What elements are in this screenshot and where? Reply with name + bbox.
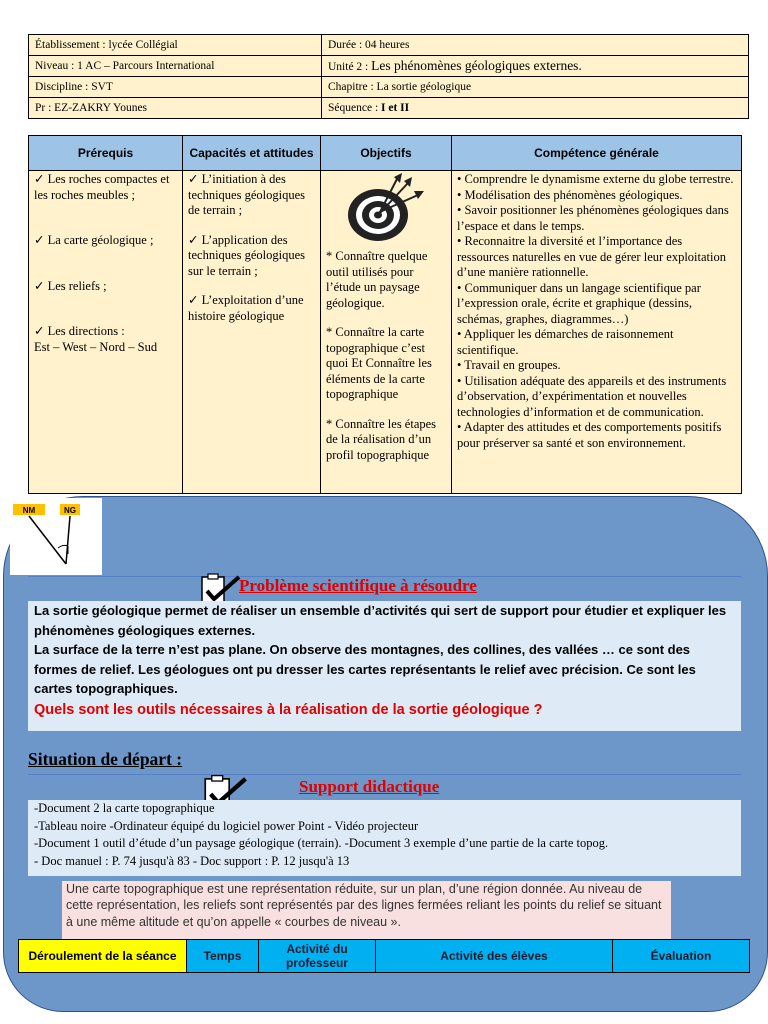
capacites-cell — [183, 171, 321, 494]
objectifs-cell — [321, 171, 452, 494]
sequence-value: I et II — [381, 102, 410, 114]
definition-box — [62, 881, 671, 944]
competence-item: • Comprendre le dynamisme externe du globe terrestre. — [457, 172, 734, 186]
duree-cell: Durée : 04 heures — [322, 35, 749, 56]
competence-item: • Travail en groupes. — [457, 358, 561, 372]
competence-item: • Modélisation des phénomènes géologiques. — [457, 187, 683, 202]
objectif-item: * Connaître la carte topographique c’est quoi Et Connaître les éléments de la carte topographique — [326, 325, 432, 401]
unite-title: Les phénomènes géologiques externes. — [371, 58, 582, 73]
ng-label: NG — [64, 506, 76, 515]
nm-label: NM — [22, 506, 36, 515]
support-line: -Tableau noire -Ordinateur équipé du logiciel power Point - Vidéo projecteur — [34, 818, 419, 833]
competence-item: • Appliquer les démarches de raisonnement scientifique. — [457, 327, 674, 357]
support-title: Support didactique — [299, 777, 440, 796]
header-info-table — [28, 34, 749, 119]
competence-item: • Utilisation adéquate des appareils et des instruments d’observation, d’expérimentation et nouvelles technologies d’information et de communication. — [457, 373, 727, 419]
header-temps: Temps — [187, 940, 259, 973]
prerequis-item: ✓ Les roches compactes et les roches meubles ; — [34, 172, 170, 202]
objectif-item: * Connaître les étapes de la réalisation d’un profil topographique — [326, 416, 437, 462]
objectives-table — [28, 135, 742, 494]
probleme-text: La sortie géologique permet de réaliser un ensemble d’activités qui sert de support pour étudier et expliquer les phénomènes géologiques externes. — [34, 603, 727, 638]
header-capacites: Capacités et attitudes — [183, 136, 321, 171]
header-activite-professeur: Activité du professeur — [259, 940, 376, 973]
prerequis-item: ✓ Les directions : — [34, 324, 125, 338]
professor-cell: Pr : EZ-ZAKRY Younes — [29, 98, 322, 119]
target-arrows-icon — [338, 173, 430, 243]
probleme-title: Problème scientifique à résoudre — [239, 576, 477, 595]
etablissement-cell: Établissement : lycée Collégial — [29, 35, 322, 56]
probleme-question: Quels sont les outils nécessaires à la réalisation de la sortie géologique ? — [34, 701, 543, 718]
seance-table — [18, 939, 750, 973]
definition-text: Une carte topographique est une représentation réduite, sur un plan, d’une région donnée. Au niveau de cette représentation, les reliefs sont représentés par des lignes fermées reliant les points du relief se situant à une même altitude et qu’on appelle « courbes de niveau ». — [66, 882, 662, 929]
objectif-item: * Connaître quelque outil utilisés pour l’étude un paysage géologique. — [326, 249, 428, 310]
situation-heading: Situation de départ : — [28, 749, 183, 769]
sequence-cell — [322, 98, 749, 119]
section-divider — [28, 774, 741, 775]
competence-item: • Reconnaitre la diversité et l’importance des ressources naturelles en vue de gérer leur exploitation d’une manière rationnelle. — [457, 234, 726, 279]
support-line: -Document 2 la carte topographique — [34, 801, 215, 815]
competence-item: • Savoir positionner les phénomènes géologiques dans l’espace et dans le temps. — [457, 203, 729, 233]
competence-item: • Adapter des attitudes et des comportements positifs pour préserver sa santé et son environnement. — [457, 420, 722, 450]
unite-prefix: Unité 2 : — [328, 61, 369, 73]
probleme-text: La surface de la terre n’est pas plane. On observe des montagnes, des collines, des vallées … ce sont des formes de relief. Les géologues ont pu dresser les cartes représentants le relief avec précision. Ce sont les cartes topographiques. — [34, 642, 696, 696]
chapitre-cell: Chapitre : La sortie géologique — [322, 77, 749, 98]
capacite-item: ✓ L’initiation à des techniques géologiques de terrain ; — [188, 172, 305, 217]
header-competence: Compétence générale — [452, 136, 742, 171]
support-line: - Doc manuel : P. 74 jusqu'à 83 - Doc support : P. 12 jusqu'à 13 — [34, 853, 350, 868]
prerequis-item: ✓ La carte géologique ; — [34, 233, 154, 247]
header-prerequis: Prérequis — [29, 136, 183, 171]
probleme-box — [28, 601, 741, 731]
header-deroulement: Déroulement de la séance — [19, 940, 187, 973]
prerequis-item: ✓ Les reliefs ; — [34, 278, 107, 293]
header-activite-eleves: Activité des élèves — [376, 940, 613, 973]
prerequis-cell — [29, 171, 183, 494]
compass-north-diagram — [10, 498, 102, 575]
capacite-item: ✓ L’application des techniques géologiques sur le terrain ; — [188, 232, 305, 278]
prerequis-item: Est – West – Nord – Sud — [34, 339, 158, 354]
support-line: -Document 1 outil d’étude d’un paysage géologique (terrain). -Document 3 exemple d’une partie de la carte topog. — [34, 836, 609, 850]
header-evaluation: Évaluation — [613, 940, 750, 973]
unite-cell — [322, 56, 749, 77]
capacite-item: ✓ L’exploitation d’une histoire géologique — [188, 293, 304, 323]
competence-cell — [452, 171, 742, 494]
discipline-cell: Discipline : SVT — [29, 77, 322, 98]
support-box — [28, 800, 741, 876]
sequence-prefix: Séquence : — [328, 102, 379, 114]
competence-item: • Communiquer dans un langage scientifique par l’expression orale, écrite et graphique (dessins, schémas, graphes, diagrammes…) — [457, 280, 701, 326]
niveau-cell: Niveau : 1 AC – Parcours International — [29, 56, 322, 77]
header-objectifs: Objectifs — [321, 136, 452, 171]
